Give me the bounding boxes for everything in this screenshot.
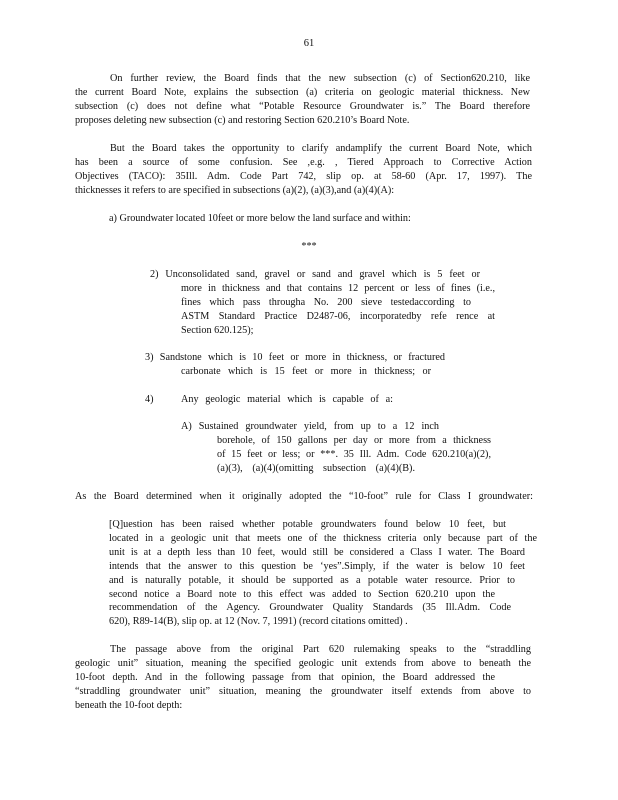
page-number: 61 (303, 38, 315, 49)
text-line: a) Groundwater located 10feet or more below the land surface and within: (109, 213, 411, 224)
text-line: subsection (c) does not define what “Potable Resource Groundwater is.” The Board therefore (75, 100, 530, 112)
block-quote (109, 518, 537, 629)
text-line: second notice a Board note to this effect was added to Section 620.210 upon the (109, 588, 495, 600)
text-line: geologic unit” situation, meaning the specified geologic unit extends from above to beneath the (75, 657, 531, 669)
text-line: and is naturally potable, it should be supported as a potable water resource. Prior to (109, 574, 515, 586)
text-line: borehole, of 150 gallons per day or more from a thickness (217, 435, 491, 446)
text-line: of 15 feet or less; or ***. 35 Ill. Adm. Code 620.210(a)(2), (217, 448, 491, 460)
text-line: But the Board takes the opportunity to clarify andamplify the current Board Note, which (110, 143, 532, 154)
paragraph-further-review (75, 72, 530, 128)
text-line: ASTM Standard Practice D2487-06, incorporatedby refe rence at (181, 310, 495, 322)
text-line: [Q]uestion has been raised whether potable groundwaters found below 10 feet, but (109, 519, 506, 530)
text-line: has been a source of some confusion. See ,e.g. , Tiered Approach to Corrective Action (75, 156, 532, 168)
text-line: recommendation of the Agency. Groundwater Quality Standards (35 Ill.Adm. Code (109, 602, 511, 614)
text-line: Any geologic material which is capable of a: (181, 394, 393, 405)
text-line: located in a geologic unit that meets one of the thickness criteria only because part of the (109, 532, 537, 544)
paragraph-board-determined (75, 490, 533, 504)
text-line: Section 620.125); (181, 324, 254, 336)
text-line: fines which pass througha No. 200 sieve testedaccording to (181, 296, 471, 308)
text-line: (a)(3), (a)(4)(omitting subsection (a)(4)(B). (217, 462, 415, 474)
text-line: A) Sustained groundwater yield, from up to a 12 inch (181, 421, 439, 432)
text-line: The passage above from the original Part 620 rulemaking speaks to the “straddling (110, 644, 531, 655)
text-line: 2) Unconsolidated sand, gravel or sand and gravel which is 5 feet or (150, 269, 480, 280)
list-item-4a (181, 420, 468, 434)
text-line: more in thickness and that contains 12 percent or less of fines (i.e., (181, 283, 495, 294)
list-item-4a-continued (217, 434, 491, 476)
text-line: proposes deleting new subsection (c) and restoring Section 620.210’s Board Note. (75, 114, 410, 126)
list-item-4-number: 4) (145, 394, 154, 405)
text-line: thicknesses it refers to are specified in subsections (a)(2), (a)(3),and (a)(4)(A): (75, 184, 395, 196)
text-line: Objectives (TACO): 35Ill. Adm. Code Part 742, slip op. at 58-60 (Apr. 17, 1997). The (75, 170, 532, 182)
text-line: On further review, the Board finds that the new subsection (c) of Section620.210, like (110, 73, 530, 84)
text-line: 3) Sandstone which is 10 feet or more in thickness, or fractured (145, 352, 445, 363)
list-item-2 (150, 268, 495, 282)
list-item-a (109, 212, 489, 226)
list-item-3 (145, 351, 445, 365)
text-line: unit is at a depth less than 10 feet, would still be considered a Class I water. The Board (109, 546, 525, 558)
text-line: 10-foot depth. And in the following passage from that opinion, the Board addressed the (75, 671, 495, 683)
text-line: beneath the 10-foot depth: (75, 699, 183, 711)
text-line: intends that the answer to this question be ‘yes”.Simply, if the water is below 10 feet (109, 560, 525, 572)
text-line: 620), R89-14(B), slip op. at 12 (Nov. 7, 1991) (record citations omitted) . (109, 616, 408, 628)
paragraph-passage-above (75, 643, 531, 713)
text-line: As the Board determined when it originally adopted the “10-foot” rule for Class I groundwater: (75, 491, 533, 502)
list-item-3-continued (181, 365, 431, 379)
ellipsis-stars: *** (301, 241, 317, 252)
paragraph-clarify (75, 142, 532, 198)
list-item-2-continued (181, 282, 495, 338)
text-line: “straddling groundwater unit” situation, meaning the groundwater itself extends from above to (75, 685, 531, 697)
list-item-4 (181, 393, 393, 407)
text-line: carbonate which is 15 feet or more in thickness; or (181, 366, 431, 377)
text-line: the current Board Note, explains the subsection (a) criteria on geologic material thickness. New (75, 86, 530, 98)
